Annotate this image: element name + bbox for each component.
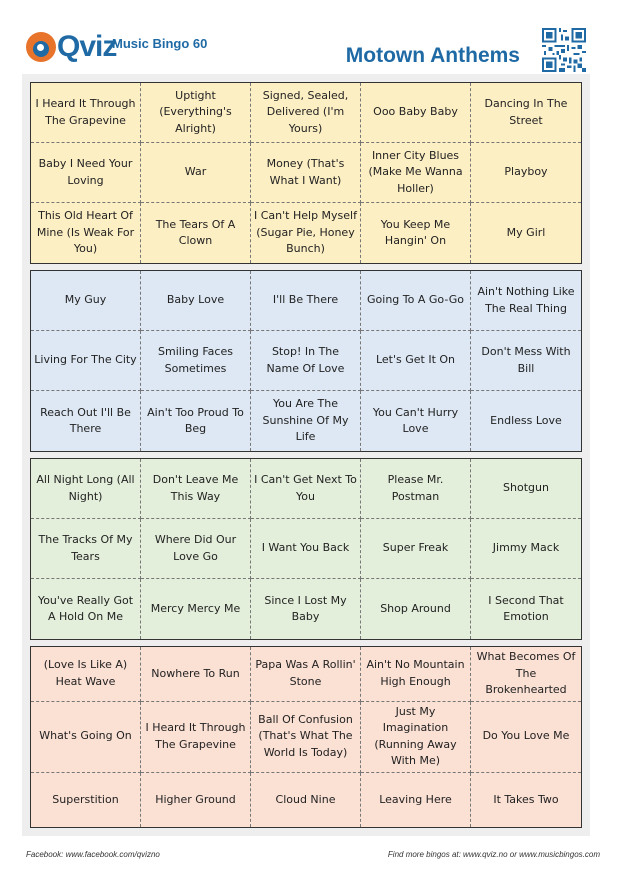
bingo-card-4 (30, 646, 582, 828)
bingo-cell: Mercy Mercy Me (141, 579, 251, 639)
bingo-cell: I'll Be There (251, 271, 361, 331)
bingo-cell: Going To A Go-Go (361, 271, 471, 331)
footer-facebook: Facebook: www.facebook.com/qvizno (26, 850, 160, 859)
bingo-cell: Where Did Our Love Go (141, 519, 251, 579)
bingo-cell: I Can't Get Next To You (251, 459, 361, 519)
bingo-cell: Shop Around (361, 579, 471, 639)
bingo-cell: Leaving Here (361, 773, 471, 828)
bingo-cell: Ain't Too Proud To Beg (141, 391, 251, 451)
bingo-cell: Uptight (Everything's Alright) (141, 83, 251, 143)
footer-more-bingos: Find more bingos at: www.qviz.no or www.musicbingos.com (387, 850, 600, 859)
bingo-cell: Playboy (471, 143, 581, 203)
bingo-cell: Shotgun (471, 459, 581, 519)
qviz-logo (26, 30, 117, 64)
bingo-cell: Do You Love Me (471, 702, 581, 773)
bingo-card-2 (30, 270, 582, 452)
bingo-cell: Ooo Baby Baby (361, 83, 471, 143)
bingo-cell: Baby I Need Your Loving (31, 143, 141, 203)
bingo-cell: Super Freak (361, 519, 471, 579)
bingo-cell: Cloud Nine (251, 773, 361, 828)
bingo-cell: The Tracks Of My Tears (31, 519, 141, 579)
bingo-cell: Living For The City (31, 331, 141, 391)
bingo-cell: Don't Mess With Bill (471, 331, 581, 391)
bingo-cell: I Want You Back (251, 519, 361, 579)
bingo-cell: It Takes Two (493, 792, 559, 806)
bingo-cell: Jimmy Mack (471, 519, 581, 579)
bingo-cell: I Heard It Through The Grapevine (141, 702, 251, 773)
bingo-cell: I Can't Help Myself (Sugar Pie, Honey Bunch) (251, 203, 361, 263)
bingo-cell: What's Going On (31, 702, 141, 773)
bingo-cell: Nowhere To Run (141, 647, 251, 702)
bingo-cell: What Becomes Of The Brokenhearted (471, 647, 581, 702)
bingo-cell: I Heard It Through The Grapevine (31, 83, 141, 143)
bingo-cell: You've Really Got A Hold On Me (31, 579, 141, 639)
bingo-cell: Since I Lost My Baby (251, 579, 361, 639)
bingo-cell: I Second That Emotion (488, 593, 564, 623)
bingo-card-1 (30, 82, 582, 264)
bingo-cell: Let's Get It On (361, 331, 471, 391)
bingo-cell: Reach Out I'll Be There (31, 391, 141, 451)
bingo-cell: This Old Heart Of Mine (Is Weak For You) (31, 203, 141, 263)
bingo-cell: Ain't No Mountain High Enough (361, 647, 471, 702)
bingo-cell: The Tears Of A Clown (141, 203, 251, 263)
bingo-cell: Money (That's What I Want) (251, 143, 361, 203)
bingo-cell: Papa Was A Rollin' Stone (251, 647, 361, 702)
bingo-cell: Endless Love (490, 413, 562, 427)
bingo-cell: (Love Is Like A) Heat Wave (31, 647, 141, 702)
game-subtitle: Music Bingo 60 (112, 36, 208, 51)
bingo-card-3 (30, 458, 582, 640)
bingo-cell: Please Mr. Postman (361, 459, 471, 519)
qr-code-icon (542, 28, 586, 72)
bingo-cell: Just My Imagination (Running Away With Me) (361, 702, 471, 773)
bingo-cell: You Are The Sunshine Of My Life (251, 391, 361, 451)
bingo-cell: My Girl (506, 225, 546, 239)
bingo-cell: Signed, Sealed, Delivered (I'm Yours) (251, 83, 361, 143)
bingo-cell: Superstition (31, 773, 141, 828)
bingo-cell: Don't Leave Me This Way (141, 459, 251, 519)
bingo-cell: Baby Love (141, 271, 251, 331)
bingo-cell: Stop! In The Name Of Love (251, 331, 361, 391)
bingo-cell: Ball Of Confusion (That's What The World Is Today) (251, 702, 361, 773)
bingo-cell: Inner City Blues (Make Me Wanna Holler) (361, 143, 471, 203)
bingo-cell: All Night Long (All Night) (31, 459, 141, 519)
bingo-cell: Higher Ground (141, 773, 251, 828)
bingo-cell: Dancing In The Street (471, 83, 581, 143)
bingo-cell: You Keep Me Hangin' On (361, 203, 471, 263)
bingo-cell: My Guy (31, 271, 141, 331)
bingo-cell: You Can't Hurry Love (361, 391, 471, 451)
logo-text: Qviz (57, 30, 117, 63)
bingo-cell: Ain't Nothing Like The Real Thing (471, 271, 581, 331)
qviz-logo-icon (26, 32, 56, 62)
page-title: Motown Anthems (345, 44, 520, 67)
bingo-cell: War (141, 143, 251, 203)
bingo-cell: Smiling Faces Sometimes (141, 331, 251, 391)
